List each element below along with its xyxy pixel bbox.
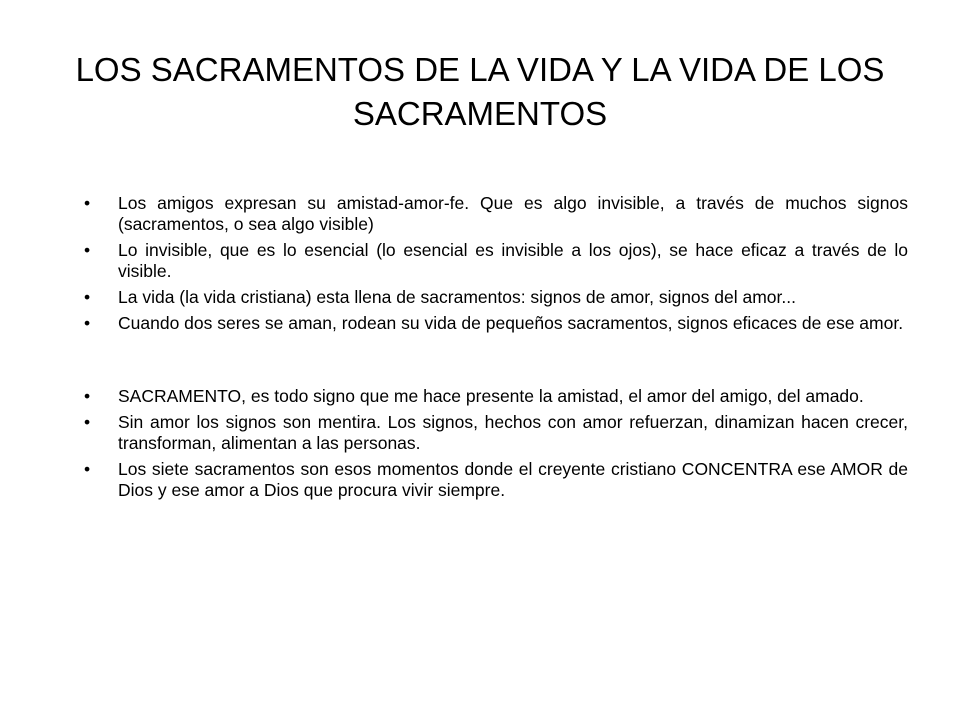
bullet-dot-icon: • bbox=[84, 287, 91, 307]
bullet-dot-icon: • bbox=[84, 412, 91, 432]
bullet-text: Lo invisible, que es lo esencial (lo esencial es invisible a los ojos), se hace eficaz a través de lo visible. bbox=[118, 240, 908, 281]
bullet-text: SACRAMENTO, es todo signo que me hace presente la amistad, el amor del amigo, del amado. bbox=[118, 386, 864, 406]
bullet-item bbox=[84, 386, 908, 407]
bullet-item bbox=[84, 313, 908, 334]
bullet-dot-icon: • bbox=[84, 313, 91, 333]
bullet-dot-icon: • bbox=[84, 240, 91, 260]
bullet-item bbox=[84, 459, 908, 501]
bullet-text: Los amigos expresan su amistad-amor-fe. Que es algo invisible, a través de muchos signos (sacramentos, o sea algo visible) bbox=[118, 193, 908, 234]
bullet-text: La vida (la vida cristiana) esta llena de sacramentos: signos de amor, signos del amor... bbox=[118, 287, 796, 307]
bullet-item bbox=[84, 412, 908, 454]
bullet-item bbox=[84, 287, 908, 308]
bullet-dot-icon: • bbox=[84, 386, 91, 406]
slide-title: LOS SACRAMENTOS DE LA VIDA Y LA VIDA DE LOS SACRAMENTOS bbox=[75, 51, 885, 132]
bullet-text: Cuando dos seres se aman, rodean su vida de pequeños sacramentos, signos eficaces de ese amor. bbox=[118, 313, 904, 333]
bullet-dot-icon: • bbox=[84, 193, 91, 213]
bullet-text: Los siete sacramentos son esos momentos donde el creyente cristiano CONCENTRA ese AMOR de Dios y ese amor a Dios que procura vivir siempre. bbox=[118, 459, 908, 500]
bullet-text: Sin amor los signos son mentira. Los signos, hechos con amor refuerzan, dinamizan hacen crecer, transforman, alimentan a las personas. bbox=[118, 412, 908, 453]
bullet-item bbox=[84, 240, 908, 282]
bullet-list bbox=[84, 193, 908, 506]
bullet-dot-icon: • bbox=[84, 459, 91, 479]
bullet-item bbox=[84, 193, 908, 235]
